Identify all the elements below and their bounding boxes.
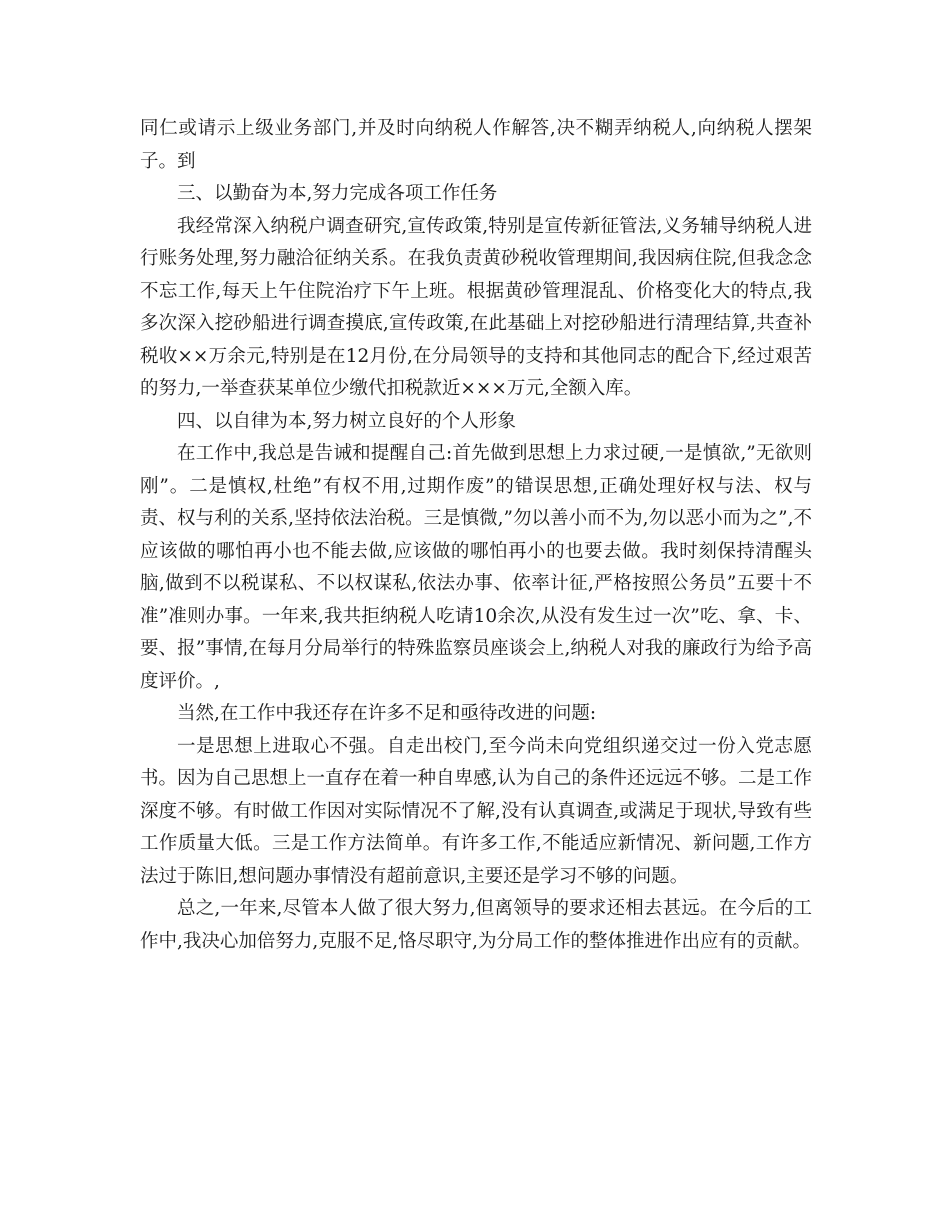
- paragraph: 我经常深入纳税户调查研究,宣传政策,特别是宣传新征管法,义务辅导纳税人进行账务处理,努力融洽征纳关系。在我负责黄砂税收管理期间,我因病住院,但我念念不忘工作,每天上午住院治疗下午上班。根据黄砂管理混乱、价格变化大的特点,我多次深入挖砂船进行调查摸底,宣传政策,在此基础上对挖砂船进行清理结算,共查补税收××万余元,特别是在12月份,在分局领导的支持和其他同志的配合下,经过艰苦的努力,一举查获某单位少缴代扣税款近×××万元,全额入库。: [140, 215, 812, 399]
- paragraph: 当然,在工作中我还存在许多不足和亟待改进的问题:: [177, 703, 597, 724]
- document-body: [140, 113, 812, 958]
- paragraph: 一是思想上进取心不强。自走出校门,至今尚未向党组织递交过一份入党志愿书。因为自己思想上一直存在着一种自卑感,认为自己的条件还远远不够。二是工作深度不够。有时做工作因对实际情况不了解,没有认真调查,或满足于现状,导致有些工作质量大低。三是工作方法简单。有许多工作,不能适应新情况、新问题,工作方法过于陈旧,想问题办事情没有超前意识,主要还是学习不够的问题。: [140, 735, 812, 887]
- section-heading-4: 四、以自律为本,努力树立良好的个人形象: [177, 410, 516, 432]
- paragraph: 在工作中,我总是告诫和提醒自己:首先做到思想上力求过硬,一是慎欲,”无欲则刚”。二是慎权,杜绝”有权不用,过期作废”的错误思想,正确处理好权与法、权与责、权与利的关系,坚持依法治税。三是慎微,”勿以善小而不为,勿以恶小而为之”,不应该做的哪怕再小也不能去做,应该做的哪怕再小的也要去做。我时刻保持清醒头脑,做到不以税谋私、不以权谋私,依法办事、依率计征,严格按照公务员”五要十不准”准则办事。一年来,我共拒纳税人吃请10余次,从没有发生过一次”吃、拿、卡、要、报”事情,在每月分局举行的特殊监察员座谈会上,纳税人对我的廉政行为给予高度评价。,: [140, 443, 812, 692]
- paragraph-conclusion: 总之,一年来,尽管本人做了很大努力,但离领导的要求还相去甚远。在今后的工作中,我决心加倍努力,克服不足,恪尽职守,为分局工作的整体推进作出应有的贡献。: [140, 898, 812, 952]
- paragraph-continuation: 同仁或请示上级业务部门,并及时向纳税人作解答,决不糊弄纳税人,向纳税人摆架子。到: [140, 118, 812, 172]
- section-heading-3: 三、以勤奋为本,努力完成各项工作任务: [177, 183, 498, 204]
